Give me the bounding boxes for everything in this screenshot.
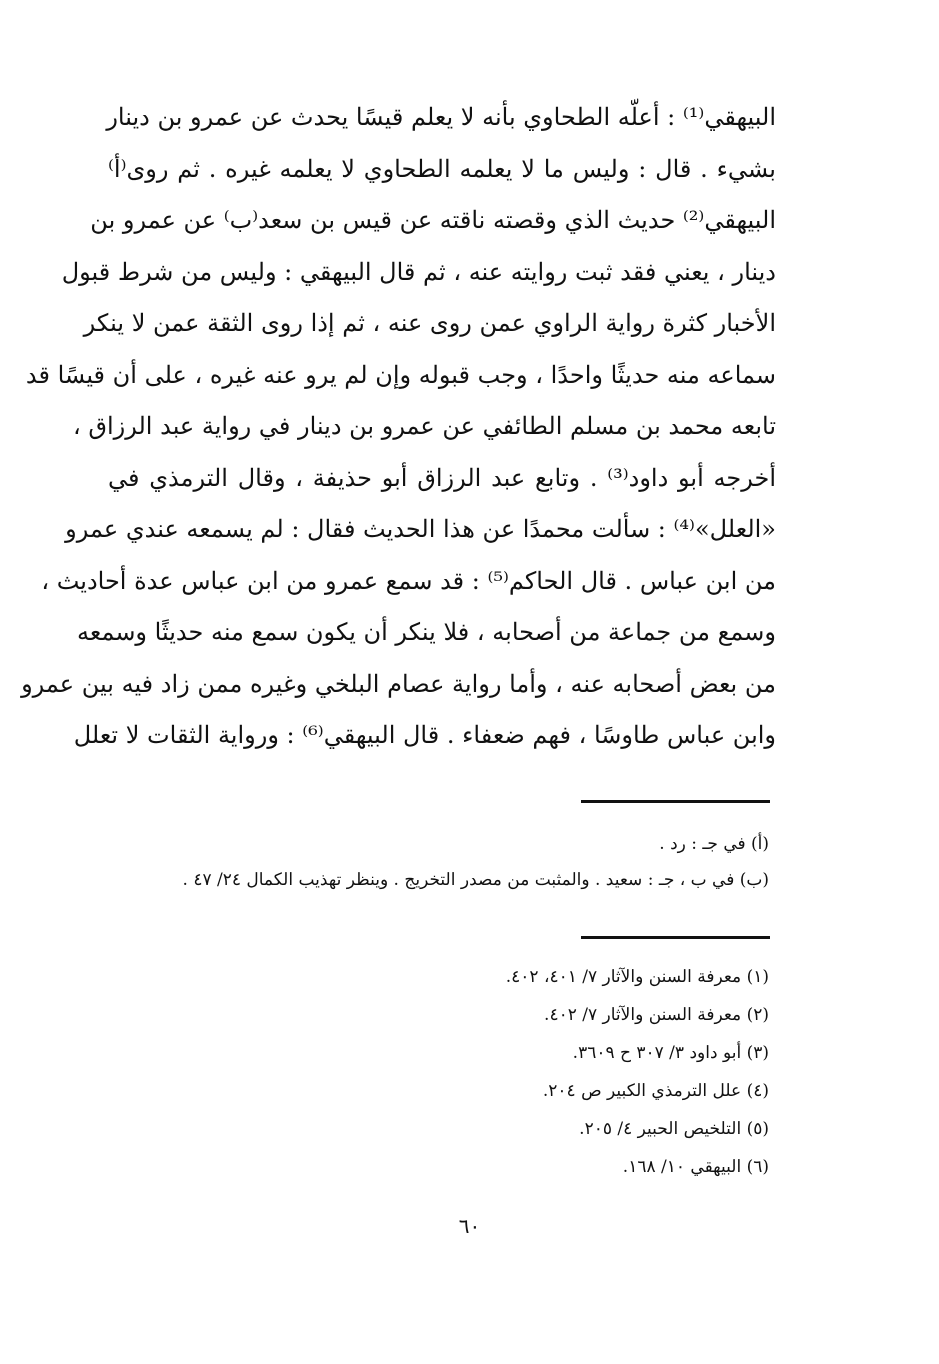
text-line: من بعض أصحابه عنه ، وأما رواية عصام البلخي وغيره ممن زاد فيه بين عمرو [21,669,776,698]
text-line: بشيء . قال : وليس ما لا يعلمه الطحاوي لا يعلمه غيره . ثم روى⁽أ⁾ [108,154,776,183]
text-line: البيهقي⁽¹⁾ : أعلّه الطحاوي بأنه لا يعلم قيسًا يحدث عن عمرو بن دينار [106,103,776,131]
footnote: (ب) في ب ، جـ : سعيد . والمثبت من مصدر التخريج . وينظر تهذيب الكمال ٢٤/ ٤٧ . [182,870,769,890]
page-number: ٦٠ [458,1214,481,1238]
footnote: (٤) علل الترمذي الكبير ص ٢٠٤. [542,1081,769,1101]
text-line: البيهقي⁽²⁾ حديث الذي وقصته ناقته عن قيس بن سعد⁽ب⁾ عن عمرو بن [90,206,776,234]
footnote: (أ) في جـ : رد . [659,834,769,854]
text-line: من ابن عباس . قال الحاكم⁽⁵⁾ : قد سمع عمرو من ابن عباس عدة أحاديث ، [41,566,776,595]
footnote: (٥) التلخيص الحبير ٤/ ٢٠٥. [579,1119,769,1139]
footnote: (١) معرفة السنن والآثار ٧/ ٤٠١، ٤٠٢. [505,967,769,987]
footnote: (٢) معرفة السنن والآثار ٧/ ٤٠٢. [544,1005,769,1025]
footnote: (٦) البيهقي ١٠/ ١٦٨. [622,1157,769,1177]
text-line: أخرجه أبو داود⁽³⁾ . وتابع عبد الرزاق أبو حذيفة ، وقال الترمذي في [108,463,776,492]
footnote-divider [581,936,770,939]
text-line: وابن عباس طاوسًا ، فهم ضعفاء . قال البيهقي⁽⁶⁾ : ورواية الثقات لا تعلل [73,721,776,749]
text-line: وسمع من جماعة من أصحابه ، فلا ينكر أن يكون سمع منه حديثًا وسمعه [77,618,776,646]
footnote: (٣) أبو داود ٣/ ٣٠٧ ح ٣٦٠٩. [572,1043,769,1063]
source-notes [100,958,769,1186]
variant-notes [100,826,769,898]
footnote-divider [581,800,770,803]
main-text [21,92,776,762]
text-line: الأخبار كثرة رواية الراوي عمن روى عنه ، ثم إذا روى الثقة عمن لا ينكر [83,309,776,337]
text-line: تابعه محمد بن مسلم الطائفي عن عمرو بن دينار في رواية عبد الرزاق ، [72,412,776,440]
text-line: «العلل»⁽⁴⁾ : سألت محمدًا عن هذا الحديث فقال : لم يسمعه عندي عمرو [65,515,776,543]
text-line: دينار ، يعني فقد ثبت روايته عنه ، ثم قال البيهقي : وليس من شرط قبول [61,257,776,286]
text-line: سماعه منه حديثًا واحدًا ، وجب قبوله وإن لم يرو عنه غيره ، على أن قيسًا قد [25,360,776,389]
